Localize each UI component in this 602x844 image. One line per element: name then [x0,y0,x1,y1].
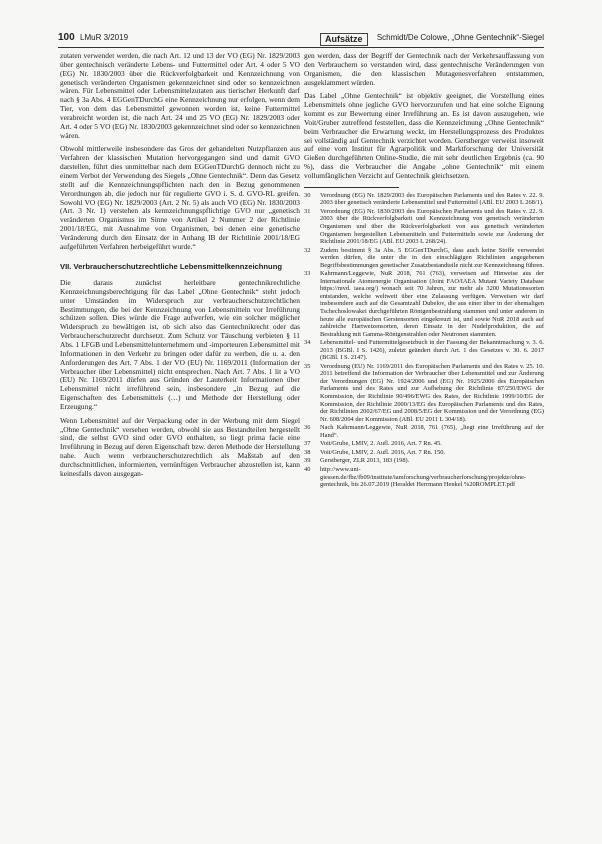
footnote-text: Verordnung (EG) Nr. 1829/2003 des Europäischen Parlaments und des Rates v. 22. 9. 2003 über genetisch veränderte Lebensmittel und Futtermittel (ABl. EU 2003 L 268/1). [320,191,544,207]
running-header [58,31,544,45]
section-label: Aufsätze [320,33,368,46]
footnote-number: 33 [304,270,311,278]
running-title: Schmidt/De Colowe, „Ohne Gentechnik“-Siegel [376,33,544,42]
footnote-rule [304,187,399,188]
footnote-number: 35 [304,362,311,370]
footnote [304,466,544,489]
footnote-number: 30 [304,191,311,199]
header-rule [58,47,544,48]
body-paragraph: Die daraus zunächst herleitbare gentechnikrechtliche Kennzeichnungsberechtigung für das Label „Ohne Gentechnik“ steht jedoch unter Umständen im Widerspruch zur verbraucherschutzrechtlichen Bestimmungen, die bei der Kennzeichnung von Lebensmitteln vor Irreführung schützen sollen. Dies würde die Frage aufwerfen, wie ein solcher möglicher Widerspruch zu bewältigen ist, ob sich also das Gentechnikrecht oder das Verbraucherschutzrecht durchsetzt. Zum Schutz vor Täuschung verbieten § 11 Abs. 1 LFGB und Lebensmittelunternehmern und -importeuren Lebensmittel mit Informationen in den Verkehr zu bringen oder dafür zu werben, die u. a. den Anforderungen des Art. 7 Abs. 1 der VO (EU) Nr. 1169/2011 (Information der Verbraucher über Lebensmittel) nicht entsprechen. Nach Art. 7 Abs. 1 lit a VO (EU) Nr. 1169/2011 dürfen aus Gründen der Lauterkeit Informationen über Lebensmittel nicht irreführend sein, insbesondere „in Bezug auf die Eigenschaften des Lebensmittels (…) und Methode der Herstellung oder Erzeugung.“ [60,278,300,411]
body-paragraph: Wenn Lebensmittel auf der Verpackung oder in der Werbung mit dem Siegel „Ohne Gentechnik“ versehen werden, obwohl sie aus Bestandteilen hergestellt sind, die selbst GVO sind oder GVO enthalten, so liegt prima facie eine Irreführung in Bezug auf deren Eigenschaft bzw. deren Methode der Herstellung nahe. Auch wenn verbraucherschutzrechtlich als Maßstab auf den durchschnittlichen, informierten, vernünftigen Verbraucher abzustellen ist, kann keinesfalls davon ausgegan- [60,415,300,478]
footnote-text: Zudem bestimmt § 3a Abs. 5 EGGenTDurchG, dass auch keine Stoffe verwendet werden dürfen, die unter die in den einschlägigen Richtlinien angegebenen Begriffsbestimmungen genetischer Zusatzbestandteile nicht zur Kennzeichnung führen. [320,246,545,269]
footnote-number: 37 [304,440,311,448]
footnote [304,440,544,448]
body-paragraph: Das Label „Ohne Gentechnik“ ist objektiv geeignet, die Vorstellung eines Lebensmittels ohne jegliche GVO hervorzurufen und hat eine solche Eignung kommt es zur Bewertung einer Irreführung an. Es ist davon auszugehen, wie Voit/Gruber zutreffend feststellen, dass die Kennzeichnung „Ohne Gentechnik“ beim Verbraucher die Erwartung weckt, im Herstellungsprozess des Produktes sei vollständig auf Gentechnik verzichtet worden. Gerstberger verweist insoweit auf eine vom Institut für Agrarpolitik und Marktforschung der Universität Gießen durchgeführten Online-Studie, die mit sehr deutlichen Ergebnis (ca. 90 %), dass die Verbraucher die Angabe „ohne Gentechnik“ mit einem vollumfänglichen Verzicht auf Gentechnik gleichsetzen. [304,91,544,180]
footnote [304,208,544,246]
footnote-number: 36 [304,424,311,432]
footnote [304,449,544,457]
page-number: 100 [58,32,75,43]
footnote [304,339,544,362]
footnote-number: 40 [304,465,311,473]
journal-issue: LMuR 3/2019 [80,33,129,42]
section-heading: VII. Verbraucherschutzrechtliche Lebensmittelkennzeichnung [60,261,282,271]
footnote-number: 38 [304,448,311,456]
footnote [304,192,544,207]
body-paragraph: zutaten verwendet werden, die nach Art. 12 und 13 der VO (EG) Nr. 1829/2003 über gentechnisch veränderte Lebens- und Futtermittel oder Art. 4 oder 5 VO (EG) Nr. 1830/2003 über die Rückverfolgbarkeit und Kennzeichnung von genetisch veränderten Organismen gekennzeichnet sind oder so kennzeichnen wären. Für Lebensmittel oder Lebensmittelzutaten aus tierischer Herkunft darf nach § 3a Abs. 4 EGGenTDurchG eine Kennzeichnung nur erfolgen, wenn dem Tier, von dem das Lebensmittel gewonnen worden ist, keine Futtermittel verabreicht worden ist, die nach Art. 24 und 25 VO (EG) Nr. 1829/2003 oder Art. 4 oder 5 VO (EG) Nr. 1830/2003 gekennzeichnet sind oder so kennzeichnen wären. [60,51,300,140]
footnote-text: Kahrmann/Leggewie, NuR 2018, 761 (763), verweisen auf Hinweise aus der Internationale Atomenergie Organisation (Joint FAO/IAEA Mutant Variety Database https://mvd. iaea.org/) wonach seit 70 Jahren, zur mehr als 3200 Mutationssorten entstanden, welche weltweit über eine Zulassung verfügen. Verweisen wir darf insbesondere auch auf die Gesamtzahl Dubelov, die aus einer über in der ehemaligen Tschechoslowakei durchgeführten Röntgenbestrahlung stammen und unter anderem in heute alle europäischen Gerstensorten eingekreuzt ist, und sowie NuR 2018 auch auf zahlreiche Hartweizensorten, deren Einsatz in der Nudelproduktion, die auf Bestrahlung mit Gamma-Röntgenstrahlen oder Neutronen stammten. [320,270,544,338]
right-column [304,52,544,490]
footnote [304,247,544,270]
footnote-text: http://www.uni-giessen.de/fbz/fb09/institute/iamforschung/verbraucherforschung/projekte/ohne-gentechnik, bis 26.07.2019 (Heraldet Herrmann Henkel %20ROMPLET.pdf [320,465,527,489]
footnote-number: 31 [304,207,311,215]
footnote [304,363,544,423]
footnotes [304,192,544,489]
footnote-text: Gerstberger, ZLR 2013, 183 (198). [320,457,410,465]
footnote-text: Verordnung (EG) Nr. 1830/2003 des Europäischen Parlaments und des Rates v. 22. 9. 2003 über die Rückverfolgbarkeit und Kennzeichnung von genetisch veränderten Organismen und über die Rückverfolgbarkeit von aus genetisch veränderten Organismen hergestellten Lebensmitteln und Futtermitteln sowie zur Änderung der Richtlinie 2001/18/EG (ABl. EU 2003 L 268/24). [320,207,544,246]
footnote-text: Lebensmittel- und Futtermittelgesetzbuch in der Fassung der Bekanntmachung v. 3. 6. 2013 (BGBl. I S. 1426), zuletzt geändert durch Art. 1 des Gesetzes v. 30. 6. 2017 (BGBl. I S. 2147). [320,339,544,362]
body-paragraph: Obwohl mittlerweile insbesondere das Gros der gehandelten Nutzpflanzen aus Verfahren der klassischen Mutation hervorgegangen sind und damit GVO darstellen, führt dies unmittelbar nach dem EGGenTDurchG dennoch nicht zu einem Verbot der Verwendung des Siegels „Ohne Gentechnik“. Denn das Gesetz stellt auf die Kennzeichnungspflichten nach den in Bezug genommenen Verordnungen ab, die jedoch nur für regulierte GVO i. S. d. GVO-RL greifen. Sowohl VO (EG) Nr. 1829/2003 (Art. 2 Nr. 5) als auch VO (EG) Nr. 1830/2003 (Art. 3 Nr. 1) verstehen als kennzeichnungspflichtige GVO nur „genetisch veränderten Organismus im Sinne von Artikel 2 Nummer 2 der Richtlinie 2001/18/EG, mit Ausnahme von Organismen, bei denen eine genetische Veränderung durch den Einsatz der in Anhang IB der Richtlinie 2001/18/EG aufgeführten Verfahren herbeigeführt wurde.“ [60,144,300,251]
footnote-text: Nach Kahrmann/Leggewie, NuR 2018, 761 (765), „liegt eine Irreführung auf der Hand“. [320,424,544,439]
footnote-number: 32 [304,246,311,254]
footnote-number: 34 [304,339,311,347]
footnote-text: Voit/Grube, LMIV, 2. Aufl. 2016, Art. 7 Rn. 45. [320,440,442,448]
footnote-number: 39 [304,457,311,465]
footnote [304,424,544,439]
footnote [304,457,544,465]
footnote [304,270,544,338]
footnote-text: Verordnung (EU) Nr. 1169/2011 des Europäischen Parlaments und des Rates v. 25. 10. 2011 betreffend die Information der Verbraucher über Lebensmittel und zur Änderung der Verordnungen (EG) Nr. 1924/2006 und (EG) Nr. 1925/2006 des Europäischen Parlaments und des Rates und zur Aufhebung der Richtlinie 87/250/EWG der Kommission, der Richtlinie 90/496/EWG des Rates, der Richtlinie 1999/10/EG der Kommission, der Richtlinie 2000/13/EG des Europäischen Parlaments und des Rates, der Richtlinien 2002/67/EG und 2008/5/EG der Kommission und der Verordnung (EG) Nr. 608/2004 der Kommission (ABl. EU 2011 L 304/18). [320,362,544,423]
body-paragraph: gen werden, dass der Begriff der Gentechnik nach der Verkehrsauffassung von den Verbrauchern so verstanden wird, dass gentechnische Veränderungen von Organismen, die den klassischen Mutagenesverfahren entstammen, ausgeklammert würden. [304,51,544,87]
footnote-text: Voit/Grube, LMIV, 2. Aufl. 2016, Art. 7 Rn. 150. [320,448,446,456]
left-column [60,52,300,484]
